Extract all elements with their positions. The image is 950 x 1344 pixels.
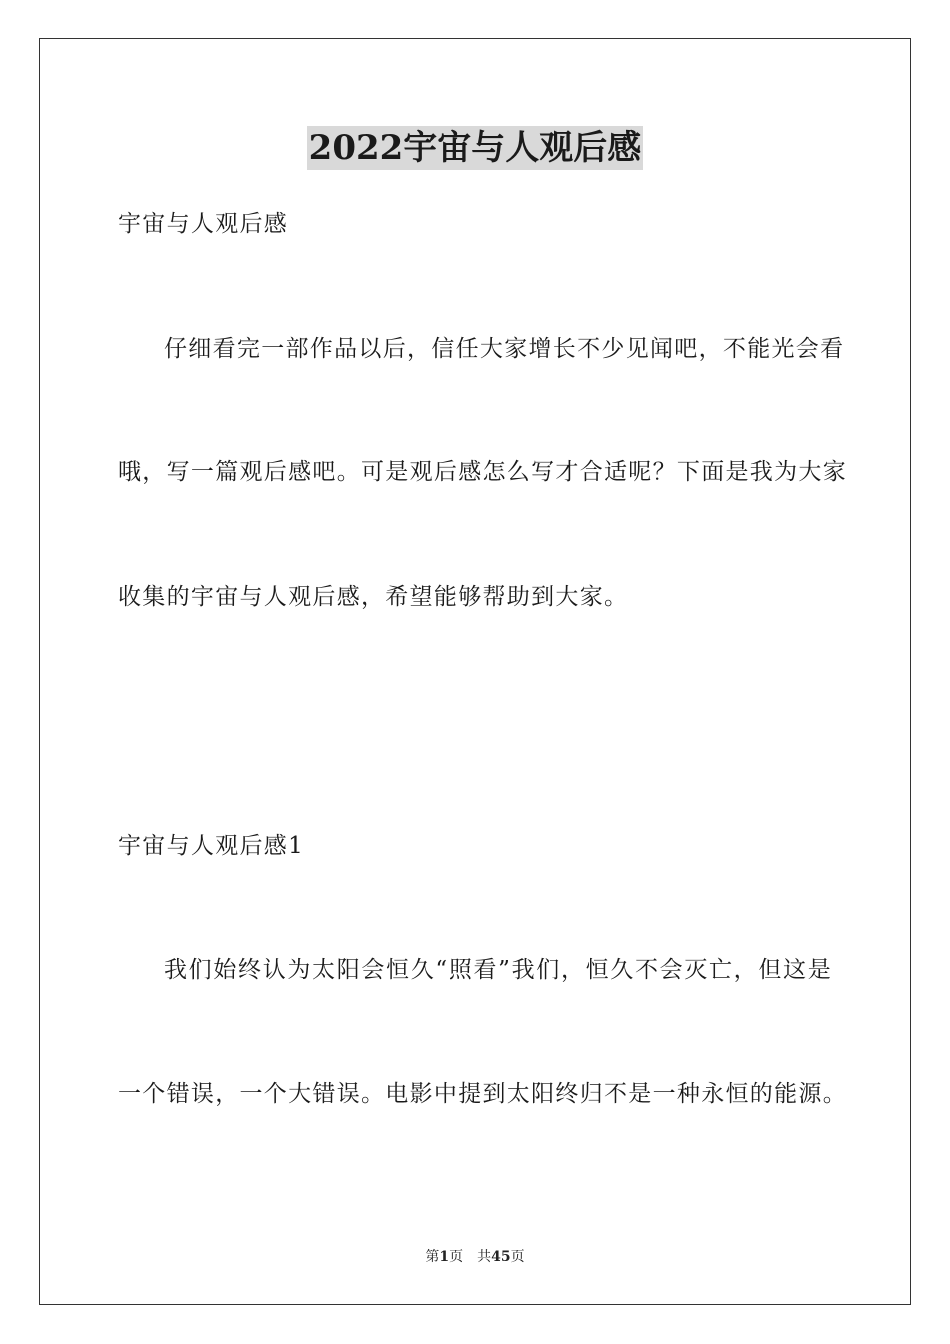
footer-total-suffix: 页: [510, 1249, 525, 1265]
footer-page-suffix: 页: [449, 1249, 464, 1265]
intro-line-3: 收集的宇宙与人观后感，希望能够帮助到大家。: [118, 584, 629, 610]
page-footer: [0, 1247, 950, 1267]
footer-page-prefix: 第: [425, 1249, 440, 1265]
section-line-1: 我们始终认为太阳会恒久“照看”我们，恒久不会灭亡，但这是: [164, 957, 832, 983]
footer-total-pages: 45: [491, 1249, 511, 1265]
section-heading: 宇宙与人观后感1: [118, 833, 305, 859]
footer-page-number: 1: [439, 1249, 450, 1265]
document-subtitle: 宇宙与人观后感: [118, 211, 289, 237]
intro-line-1: 仔细看完一部作品以后，信任大家增长不少见闻吧，不能光会看: [164, 336, 845, 362]
section-line-2: 一个错误，一个大错误。电影中提到太阳终归不是一种永恒的能源。: [118, 1081, 847, 1107]
title-container: [0, 126, 950, 170]
footer-total-prefix: 共: [477, 1249, 492, 1265]
intro-line-2: 哦，写一篇观后感吧。可是观后感怎么写才合适呢？下面是我为大家: [118, 459, 847, 485]
document-title: 2022宇宙与人观后感: [308, 128, 642, 168]
